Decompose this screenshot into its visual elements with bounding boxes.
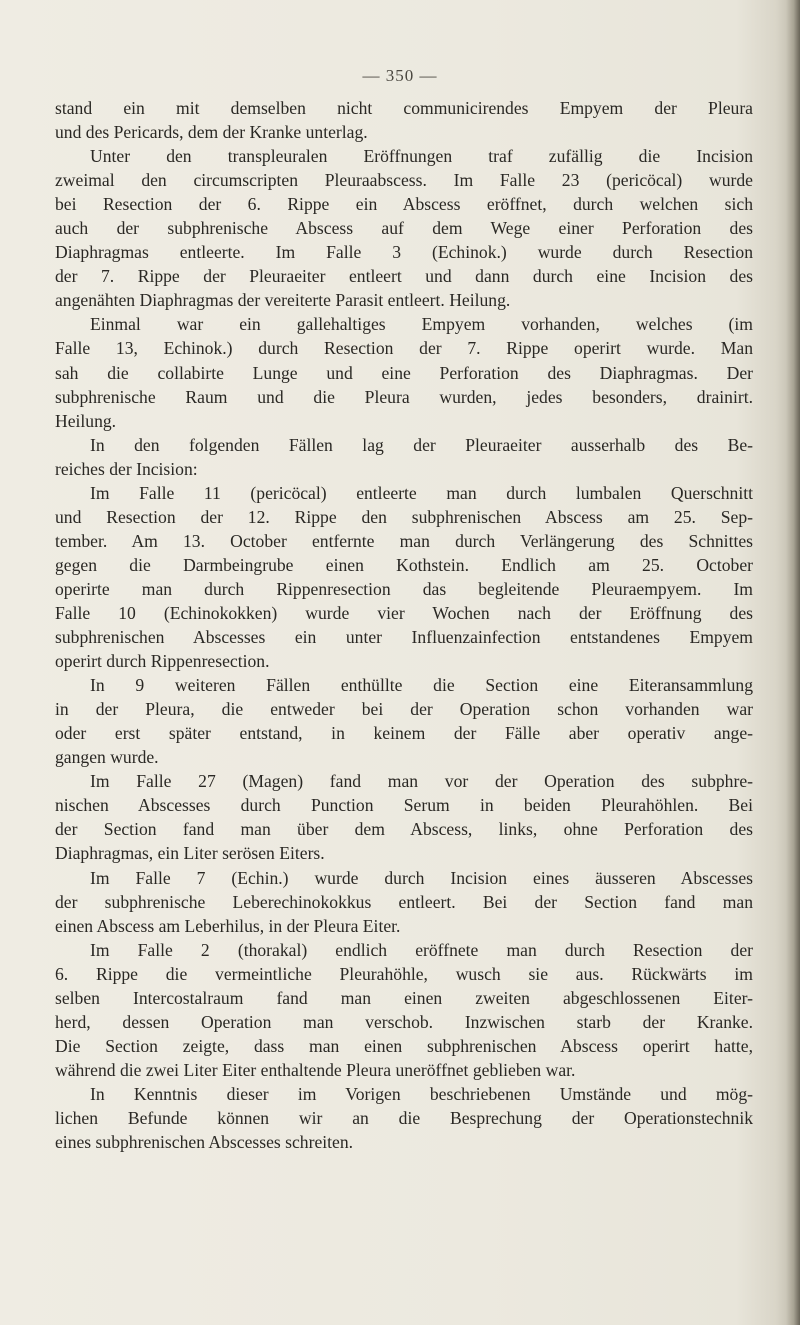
- text-line: In 9 weiteren Fällen enthüllte die Section eine Eiteransammlung: [90, 675, 753, 696]
- text-line: subphrenische Raum und die Pleura wurden, jedes besonders, drainirt.: [55, 386, 753, 407]
- text-line: Diaphragmas entleerte. Im Falle 3 (Echinok.) wurde durch Resection: [55, 242, 753, 263]
- text-line: Im Falle 7 (Echin.) wurde durch Incision eines äusseren Abscesses: [90, 867, 753, 888]
- text-line: angenähten Diaphragmas der vereiterte Parasit entleert. Heilung.: [55, 290, 511, 311]
- text-line: stand ein mit demselben nicht communicirendes Empyem der Pleura: [55, 98, 753, 118]
- text-line: In den folgenden Fällen lag der Pleuraeiter ausserhalb des Be-: [90, 434, 753, 455]
- text-line: in der Pleura, die entweder bei der Operation schon vorhanden war: [55, 699, 753, 720]
- text-line: Die Section zeigte, dass man einen subphrenischen Abscess operirt hatte,: [55, 1035, 753, 1056]
- text-line: der subphrenische Leberechinokokkus entleert. Bei der Section fand man: [55, 891, 753, 912]
- text-line: gegen die Darmbeingrube einen Kothstein. Endlich am 25. October: [55, 554, 753, 575]
- body-text: [55, 96, 753, 1154]
- text-line: Diaphragmas, ein Liter serösen Eiters.: [55, 843, 325, 864]
- text-line: tember. Am 13. October entfernte man durch Verlängerung des Schnittes: [55, 530, 753, 551]
- text-line: operirte man durch Rippenresection das begleitende Pleuraempyem. Im: [55, 578, 753, 599]
- text-line: Im Falle 27 (Magen) fand man vor der Operation des subphre-: [90, 771, 753, 792]
- text-line: bei Resection der 6. Rippe ein Abscess eröffnet, durch welchen sich: [55, 194, 753, 215]
- text-line: und Resection der 12. Rippe den subphrenischen Abscess am 25. Sep-: [55, 506, 753, 527]
- text-line: Im Falle 2 (thorakal) endlich eröffnete man durch Resection der: [90, 939, 753, 960]
- page-number: — 350 —: [362, 66, 438, 85]
- text-line: 6. Rippe die vermeintliche Pleurahöhle, wusch sie aus. Rückwärts im: [55, 963, 753, 984]
- text-line: während die zwei Liter Eiter enthaltende Pleura uneröffnet geblieben war.: [55, 1059, 576, 1080]
- text-line: oder erst später entstand, in keinem der Fälle aber operativ ange-: [55, 723, 753, 744]
- text-line: der 7. Rippe der Pleuraeiter entleert und dann durch eine Incision des: [55, 266, 753, 287]
- text-line: der Section fand man über dem Abscess, links, ohne Perforation des: [55, 819, 753, 840]
- text-line: lichen Befunde können wir an die Besprechung der Operationstechnik: [55, 1107, 753, 1128]
- text-line: Einmal war ein gallehaltiges Empyem vorhanden, welches (im: [90, 314, 753, 335]
- text-line: Im Falle 11 (pericöcal) entleerte man durch lumbalen Querschnitt: [90, 482, 753, 503]
- text-line: sah die collabirte Lunge und eine Perforation des Diaphragmas. Der: [55, 362, 753, 383]
- text-line: Unter den transpleuralen Eröffnungen traf zufällig die Incision: [90, 146, 753, 167]
- text-line: und des Pericards, dem der Kranke unterlag.: [55, 122, 368, 143]
- text-line: nischen Abscesses durch Punction Serum in beiden Pleurahöhlen. Bei: [55, 795, 753, 816]
- text-line: Heilung.: [55, 410, 117, 431]
- text-line: auch der subphrenische Abscess auf dem Wege einer Perforation des: [55, 218, 753, 239]
- text-line: selben Intercostalraum fand man einen zweiten abgeschlossenen Eiter-: [55, 987, 753, 1008]
- text-line: herd, dessen Operation man verschob. Inzwischen starb der Kranke.: [55, 1011, 753, 1032]
- text-line: zweimal den circumscripten Pleuraabscess. Im Falle 23 (pericöcal) wurde: [55, 170, 753, 191]
- text-line: Falle 10 (Echinokokken) wurde vier Wochen nach der Eröffnung des: [55, 602, 753, 623]
- text-line: einen Abscess am Leberhilus, in der Pleura Eiter.: [55, 915, 401, 936]
- text-line: Falle 13, Echinok.) durch Resection der 7. Rippe operirt wurde. Man: [55, 338, 753, 359]
- text-line: In Kenntnis dieser im Vorigen beschriebenen Umstände und mög-: [90, 1083, 753, 1104]
- text-line: gangen wurde.: [55, 747, 159, 768]
- text-line: subphrenischen Abscesses ein unter Influenzainfection entstandenes Empyem: [55, 627, 753, 648]
- text-line: eines subphrenischen Abscesses schreiten.: [55, 1132, 354, 1153]
- text-line: reiches der Incision:: [55, 458, 198, 479]
- text-line: operirt durch Rippenresection.: [55, 651, 270, 672]
- page-edge-shadow: [786, 0, 800, 1325]
